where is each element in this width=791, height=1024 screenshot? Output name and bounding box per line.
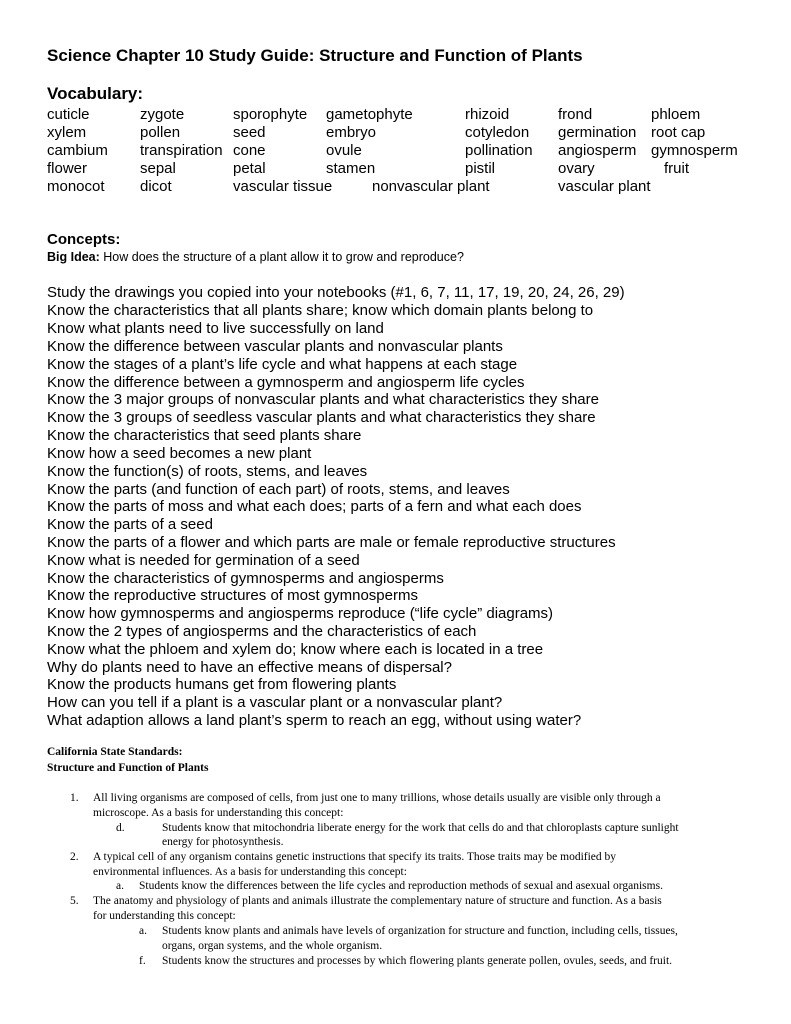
vocab-word: cone [233, 142, 266, 159]
standard-text: organs, organ systems, and the whole organism. [162, 940, 383, 952]
vocab-word: sporophyte [233, 106, 308, 123]
standard-text: Students know the structures and processes by which flowering plants generate pollen, ovules, seeds, and fruit. [162, 955, 673, 967]
concept-item: Know the products humans get from flowering plants [47, 676, 397, 693]
standard-letter: f. [139, 955, 146, 967]
standard-text: All living organisms are composed of cells, from just one to many trillions, whose details usually are visible only through a [93, 792, 661, 804]
vocab-word: dicot [140, 178, 172, 195]
vocab-word: pistil [465, 160, 496, 177]
standard-number: 2. [70, 851, 79, 863]
vocab-word: petal [233, 160, 266, 177]
standards-subheading: Structure and Function of Plants [47, 762, 209, 774]
concept-item: Know how a seed becomes a new plant [47, 445, 312, 462]
concept-item: Know the parts of a seed [47, 516, 213, 533]
concept-item: Know the characteristics that all plants share; know which domain plants belong to [47, 302, 594, 319]
vocab-word: angiosperm [558, 142, 637, 159]
concept-item: Know the characteristics of gymnosperms and angiosperms [47, 570, 444, 587]
standard-number: 1. [70, 792, 79, 804]
concept-item: Study the drawings you copied into your notebooks (#1, 6, 7, 11, 17, 19, 20, 24, 26, 29) [47, 284, 625, 301]
big-idea [47, 250, 464, 264]
concept-item: How can you tell if a plant is a vascular plant or a nonvascular plant? [47, 694, 503, 711]
concept-item: Know the 3 major groups of nonvascular plants and what characteristics they share [47, 391, 599, 408]
vocab-word: vascular plant [558, 178, 651, 195]
vocab-word: xylem [47, 124, 87, 141]
vocab-word: stamen [326, 160, 376, 177]
concept-item: Know the reproductive structures of most gymnosperms [47, 587, 418, 604]
vocab-word: cambium [47, 142, 108, 159]
concept-item: Know the 3 groups of seedless vascular plants and what characteristics they share [47, 409, 596, 426]
concepts-heading: Concepts: [47, 231, 121, 248]
vocab-word: gametophyte [326, 106, 413, 123]
vocab-word: embryo [326, 124, 377, 141]
vocab-word: phloem [651, 106, 701, 123]
vocab-word: frond [558, 106, 593, 123]
big-idea-label: Big Idea: [47, 250, 100, 264]
vocab-word: ovule [326, 142, 362, 159]
standard-text: environmental influences. As a basis for understanding this concept: [93, 866, 407, 878]
vocab-word: pollination [465, 142, 533, 159]
vocabulary-heading: Vocabulary: [47, 84, 144, 103]
concept-item: Why do plants need to have an effective means of dispersal? [47, 659, 452, 676]
concept-item: Know the difference between a gymnosperm and angiosperm life cycles [47, 374, 525, 391]
concept-item: What adaption allows a land plant’s sperm to reach an egg, without using water? [47, 712, 582, 729]
standard-number: 5. [70, 895, 79, 907]
vocab-word: rhizoid [465, 106, 510, 123]
vocab-word: gymnosperm [651, 142, 738, 159]
vocab-word: root cap [651, 124, 706, 141]
vocab-word: vascular tissue [233, 178, 333, 195]
standard-text: microscope. As a basis for understanding this concept: [93, 807, 344, 819]
page-title: Science Chapter 10 Study Guide: Structure and Function of Plants [47, 46, 583, 65]
vocab-word: fruit [664, 160, 690, 177]
standard-letter: a. [139, 925, 147, 937]
vocab-word: nonvascular plant [372, 178, 490, 195]
vocab-word: cotyledon [465, 124, 530, 141]
standard-text: Students know that mitochondria liberate energy for the work that cells do and that chloroplasts capture sunlight [162, 822, 679, 834]
standard-letter: d. [116, 822, 125, 834]
vocab-word: cuticle [47, 106, 90, 123]
standard-text: Students know plants and animals have levels of organization for structure and function, including cells, tissues, [162, 925, 678, 937]
vocab-word: pollen [140, 124, 181, 141]
standard-letter: a. [116, 880, 124, 892]
vocab-word: sepal [140, 160, 176, 177]
concept-item: Know the characteristics that seed plants share [47, 427, 362, 444]
concept-item: Know the stages of a plant’s life cycle and what happens at each stage [47, 356, 518, 373]
vocab-word: seed [233, 124, 266, 141]
standards-heading: California State Standards: [47, 746, 183, 758]
vocab-word: flower [47, 160, 88, 177]
vocab-word: monocot [47, 178, 105, 195]
concept-item: Know the 2 types of angiosperms and the characteristics of each [47, 623, 477, 640]
concept-item: Know the parts of moss and what each does; parts of a fern and what each does [47, 498, 582, 515]
concept-item: Know the parts (and function of each part) of roots, stems, and leaves [47, 481, 510, 498]
standard-text: for understanding this concept: [93, 910, 236, 922]
concept-item: Know the function(s) of roots, stems, and leaves [47, 463, 368, 480]
concept-item: Know the parts of a flower and which parts are male or female reproductive structures [47, 534, 616, 551]
vocab-word: zygote [140, 106, 185, 123]
vocab-word: transpiration [140, 142, 223, 159]
standard-text: Students know the differences between the life cycles and reproduction methods of sexual and asexual organisms. [139, 880, 663, 892]
concept-item: Know the difference between vascular plants and nonvascular plants [47, 338, 503, 355]
standard-text: energy for photosynthesis. [162, 836, 284, 848]
big-idea-text: How does the structure of a plant allow it to grow and reproduce? [103, 250, 464, 264]
vocab-word: ovary [558, 160, 595, 177]
concept-item: Know what is needed for germination of a seed [47, 552, 360, 569]
concept-item: Know what the phloem and xylem do; know where each is located in a tree [47, 641, 544, 658]
vocab-word: germination [558, 124, 637, 141]
concept-item: Know what plants need to live successfully on land [47, 320, 384, 337]
concept-item: Know how gymnosperms and angiosperms reproduce (“life cycle” diagrams) [47, 605, 554, 622]
standard-text: The anatomy and physiology of plants and animals illustrate the complementary nature of structure and function. As a basis [93, 895, 662, 907]
standard-text: A typical cell of any organism contains genetic instructions that specify its traits. Those traits may be modified by [93, 851, 617, 863]
